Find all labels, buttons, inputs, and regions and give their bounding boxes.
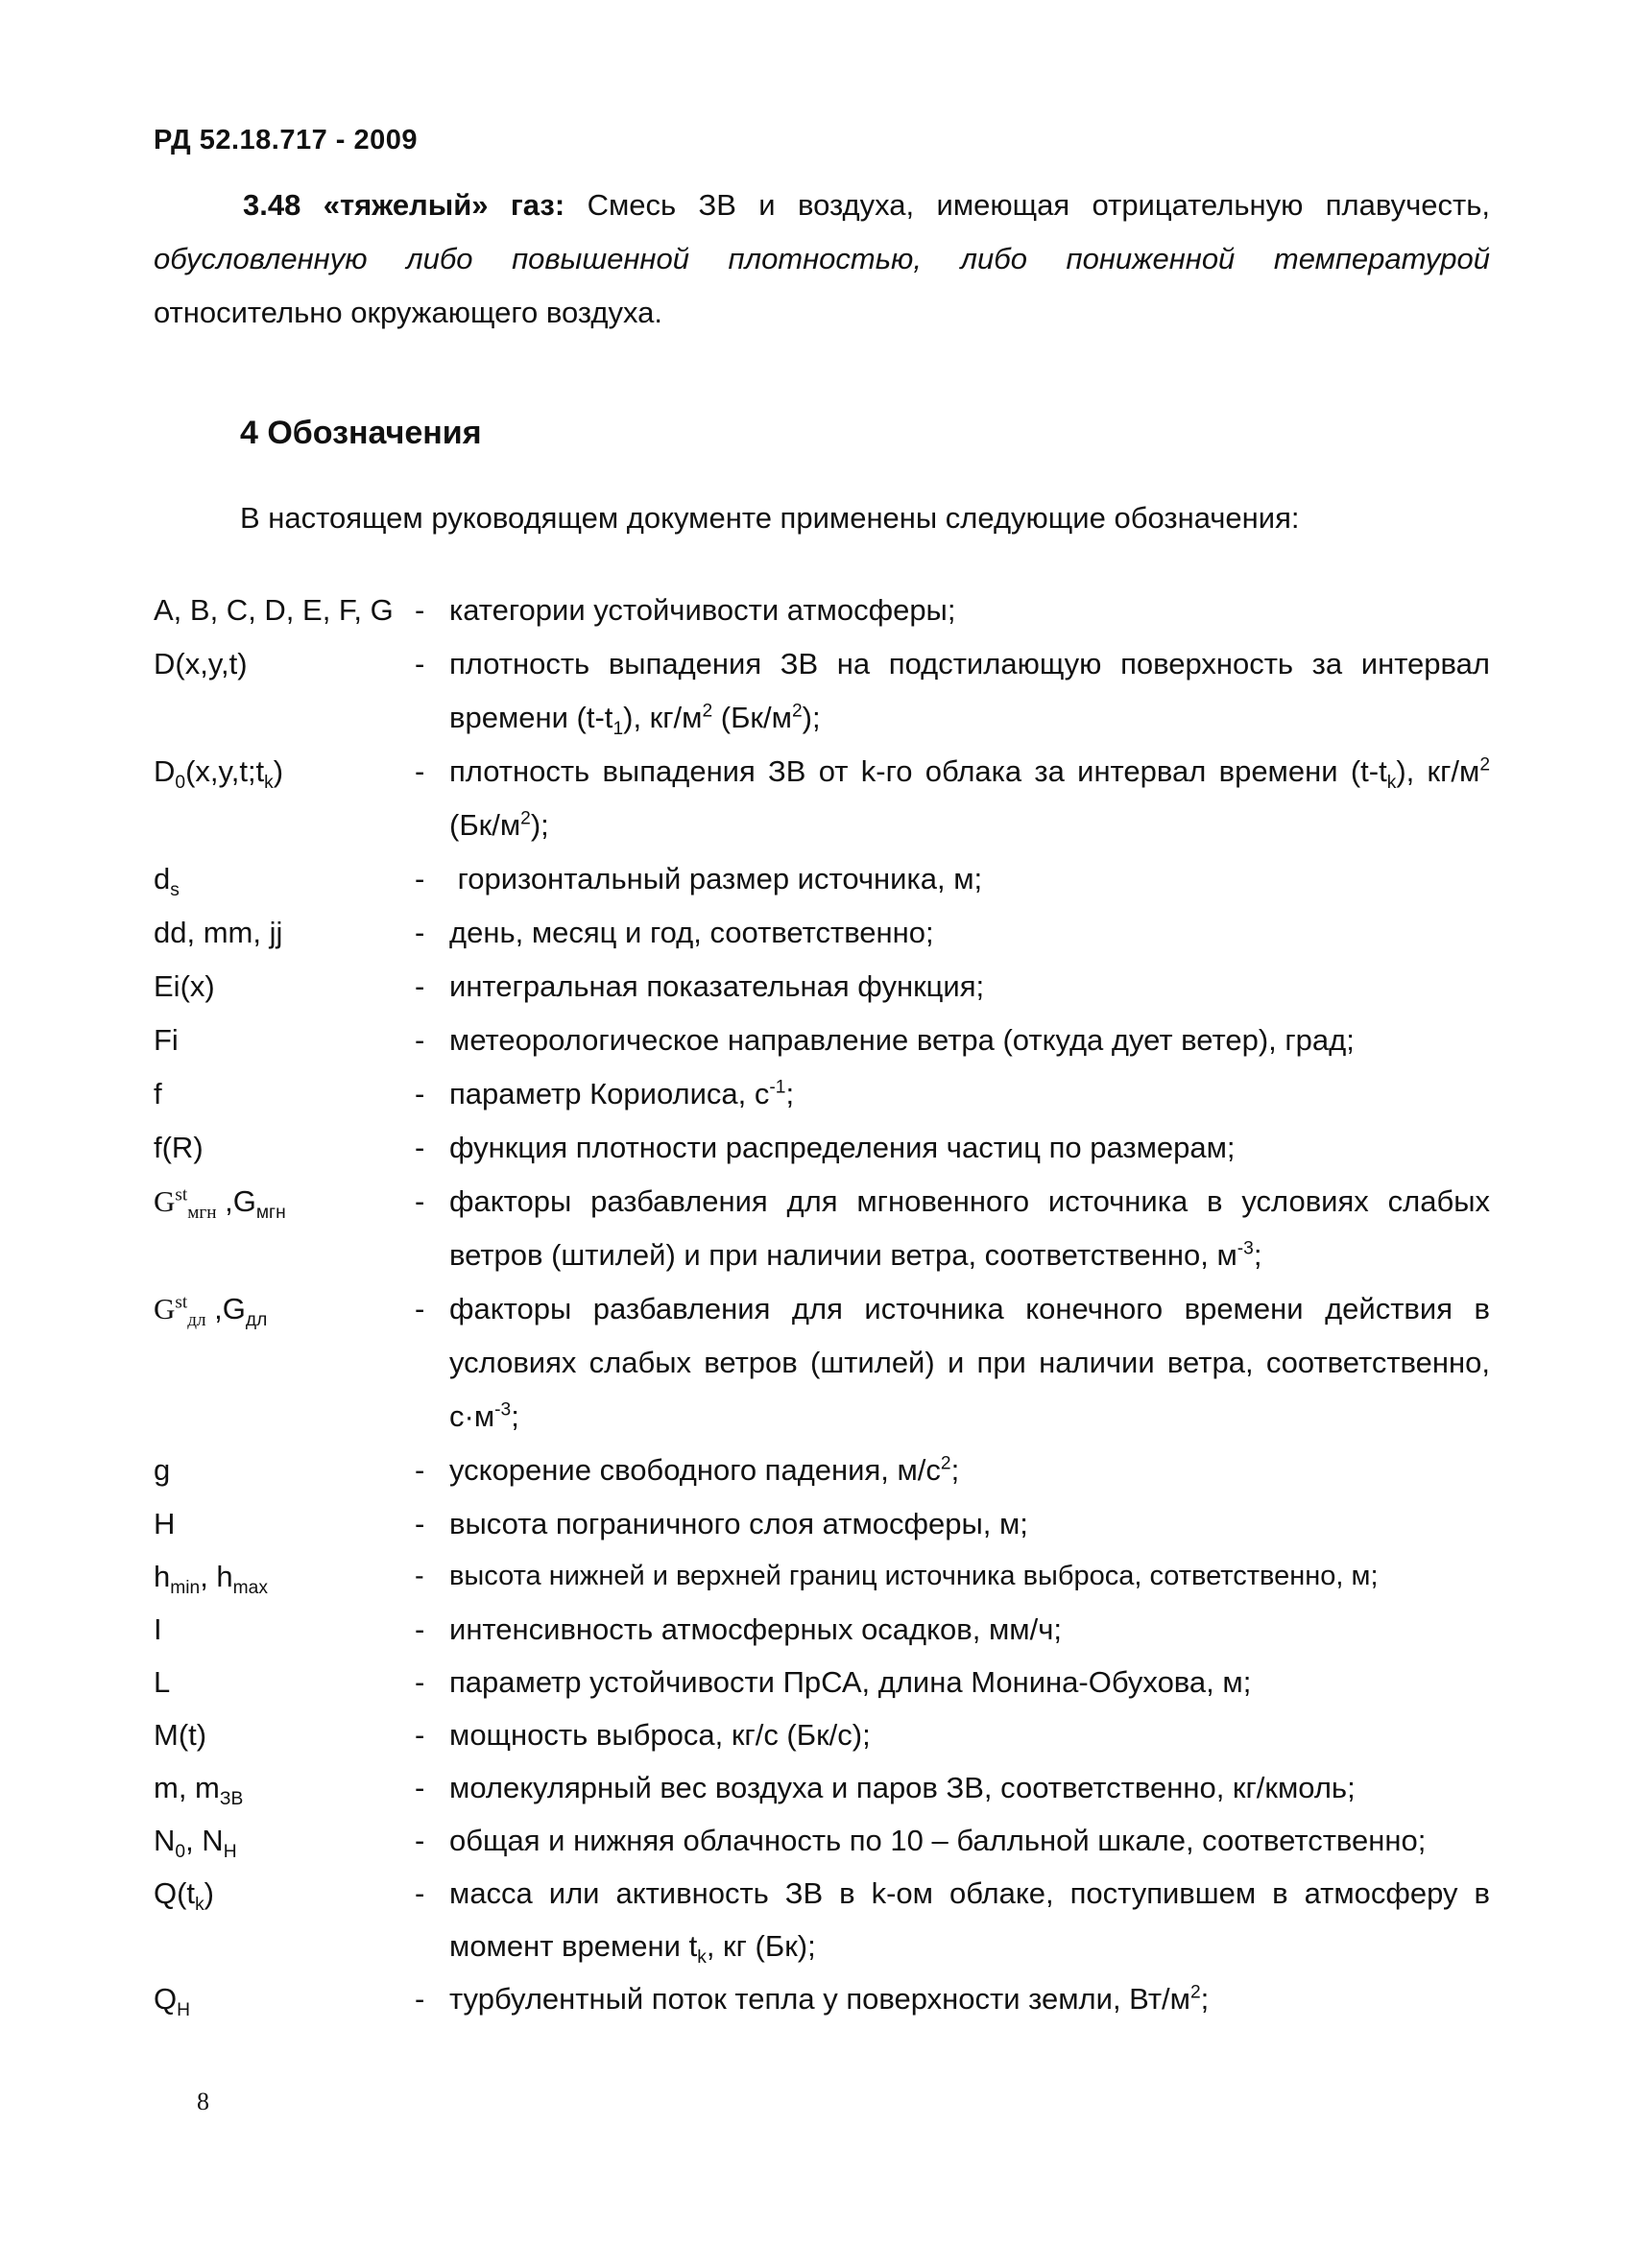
symbol-term: M(t) [154, 1718, 207, 1752]
symbol-term: g [154, 1453, 171, 1487]
symbol-description: - параметр Кориолиса, $с^{-1}$; [415, 1067, 1490, 1121]
symbol-row [154, 1067, 1490, 1121]
section-intro [240, 501, 1299, 536]
symbol-description: - высота пограничного слоя атмосферы, м; [415, 1497, 1490, 1550]
symbol-term: L [154, 1665, 171, 1699]
symbol-term: $h_{min}$, $h_{max}$ [154, 1560, 268, 1599]
dash: - [415, 1718, 425, 1752]
symbol-row [154, 1603, 1490, 1656]
dash: - [415, 1876, 425, 1910]
definition-3-48 [154, 179, 1490, 340]
dash: - [415, 1453, 425, 1487]
symbol-term: f [154, 1077, 162, 1110]
symbol-description: - мощность выброса, кг/с (Бк/с); [415, 1708, 1490, 1761]
symbol-description: - интегральная показательная функция; [415, 960, 1490, 1014]
symbol-row [154, 1014, 1490, 1067]
symbol-term: A, B, C, D, E, F, G [154, 593, 394, 627]
dash: - [415, 1824, 425, 1857]
symbol-row [154, 1121, 1490, 1175]
symbol-term: $Q_H$ [154, 1982, 190, 2021]
symbol-description: - день, месяц и год, соответственно; [415, 906, 1490, 960]
intro-text: В настоящем руководящем документе применены следующие обозначения: [240, 501, 1300, 535]
symbol-description: - функция плотности распределения частиц по размерам; [415, 1121, 1490, 1175]
symbol-term: dd, mm, jj [154, 916, 283, 949]
symbol-row [154, 906, 1490, 960]
definition-term: «тяжелый» газ: [323, 188, 565, 222]
symbol-row [154, 1867, 1490, 1972]
symbol-term: H [154, 1507, 176, 1540]
symbol-row [154, 745, 1490, 852]
dash: - [415, 1561, 424, 1591]
symbol-row [154, 1444, 1490, 1497]
symbol-term: Ei(x) [154, 969, 215, 1003]
symbol-term: $D_0(x,y,t;t_k)$ [154, 754, 284, 794]
dash: - [415, 1982, 425, 2016]
dash: - [415, 593, 425, 627]
dash: - [415, 1184, 425, 1218]
symbol-row [154, 1550, 1490, 1603]
symbol-description: - плотность выпадения ЗВ на подстилающую поверхность за интервал времени $(t-t_1)$, $кг/м^2$ $(Бк/м^2)$; [415, 637, 1490, 745]
symbol-term: m, $m_{ЗВ}$ [154, 1771, 244, 1810]
symbol-description: - высота нижней и верхней границ источника выброса, сответственно, м; [415, 1550, 1490, 1603]
page-number: 8 [197, 2088, 209, 2115]
dash: - [415, 969, 425, 1003]
dash: - [415, 1131, 425, 1164]
dash: - [415, 1665, 425, 1699]
symbol-term: $N_0$, $N_H$ [154, 1824, 237, 1863]
symbol-term: $Q(t_k)$ [154, 1876, 214, 1916]
symbol-term: $d_s$ [154, 862, 180, 901]
symbol-description: - плотность выпадения ЗВ от k-го облака за интервал времени $(t-t_k)$, $кг/м^2$ $(Бк/м^2)$; [415, 745, 1490, 852]
symbol-row [154, 1282, 1490, 1444]
definition-number: 3.48 [243, 188, 301, 222]
symbol-row [154, 960, 1490, 1014]
symbol-row [154, 637, 1490, 745]
symbol-description: - общая и нижняя облачность по 10 – балльной шкале, соответственно; [415, 1814, 1490, 1867]
symbol-row [154, 1497, 1490, 1550]
symbol-description: - молекулярный вес воздуха и паров ЗВ, соответственно, кг/кмоль; [415, 1761, 1490, 1814]
symbol-row [154, 584, 1490, 637]
symbol-description: - параметр устойчивости ПрСА, длина Монина-Обухова, м; [415, 1656, 1490, 1708]
dash: - [415, 1292, 425, 1325]
symbols-list [154, 584, 1490, 2025]
definition-text-italic: обусловленную либо повышенной плотностью, либо пониженной температурой [154, 242, 1490, 275]
dash: - [415, 862, 425, 895]
dash: - [415, 916, 425, 949]
dash: - [415, 1023, 425, 1057]
symbol-row [154, 1972, 1490, 2025]
section-title: 4 Обозначения [240, 415, 482, 451]
document-header: РД 52.18.717 - 2009 [154, 125, 419, 155]
symbol-description: - категории устойчивости атмосферы; [415, 584, 1490, 637]
definition-text-2: относительно окружающего воздуха. [154, 296, 662, 329]
symbol-term: $G^{st}_{дл}$ $,G_{дл}$ [154, 1292, 268, 1331]
symbol-term: D(x,y,t) [154, 647, 248, 680]
dash: - [415, 1507, 425, 1540]
symbol-row [154, 1708, 1490, 1761]
dash: - [415, 1077, 425, 1110]
symbol-description: - ускорение свободного падения, $м/с^2$; [415, 1444, 1490, 1497]
dash: - [415, 1612, 425, 1646]
dash: - [415, 1771, 425, 1804]
definition-text-1: Смесь ЗВ и воздуха, имеющая отрицательную плавучесть, [587, 188, 1490, 222]
symbol-term: I [154, 1612, 162, 1646]
symbol-description: - факторы разбавления для источника конечного времени действия в условиях слабых ветров (штилей) и при наличии ветра, соответственно, $с\cdot м^{-3}$; [415, 1282, 1490, 1444]
symbol-row [154, 1656, 1490, 1708]
symbol-row [154, 1761, 1490, 1814]
symbol-description: - горизонтальный размер источника, м; [415, 852, 1490, 906]
symbol-description: - метеорологическое направление ветра (откуда дует ветер), град; [415, 1014, 1490, 1067]
dash: - [415, 647, 425, 680]
dash: - [415, 754, 425, 788]
symbol-description: - факторы разбавления для мгновенного источника в условиях слабых ветров (штилей) и при наличии ветра, соответственно, $м^{-3}$; [415, 1175, 1490, 1282]
symbol-term: Fi [154, 1023, 179, 1057]
symbol-row [154, 852, 1490, 906]
symbol-description: - интенсивность атмосферных осадков, мм/ч; [415, 1603, 1490, 1656]
symbol-term: $G^{st}_{мгн}$ $,G_{мгн}$ [154, 1184, 286, 1224]
symbol-description: - турбулентный поток тепла у поверхности земли, $Вт/м^2$; [415, 1972, 1490, 2025]
symbol-description: - масса или активность ЗВ в k-ом облаке, поступившем в атмосферу в момент времени $t_k$, кг (Бк); [415, 1867, 1490, 1972]
symbol-term: f(R) [154, 1131, 204, 1164]
symbol-row [154, 1814, 1490, 1867]
symbol-row [154, 1175, 1490, 1282]
